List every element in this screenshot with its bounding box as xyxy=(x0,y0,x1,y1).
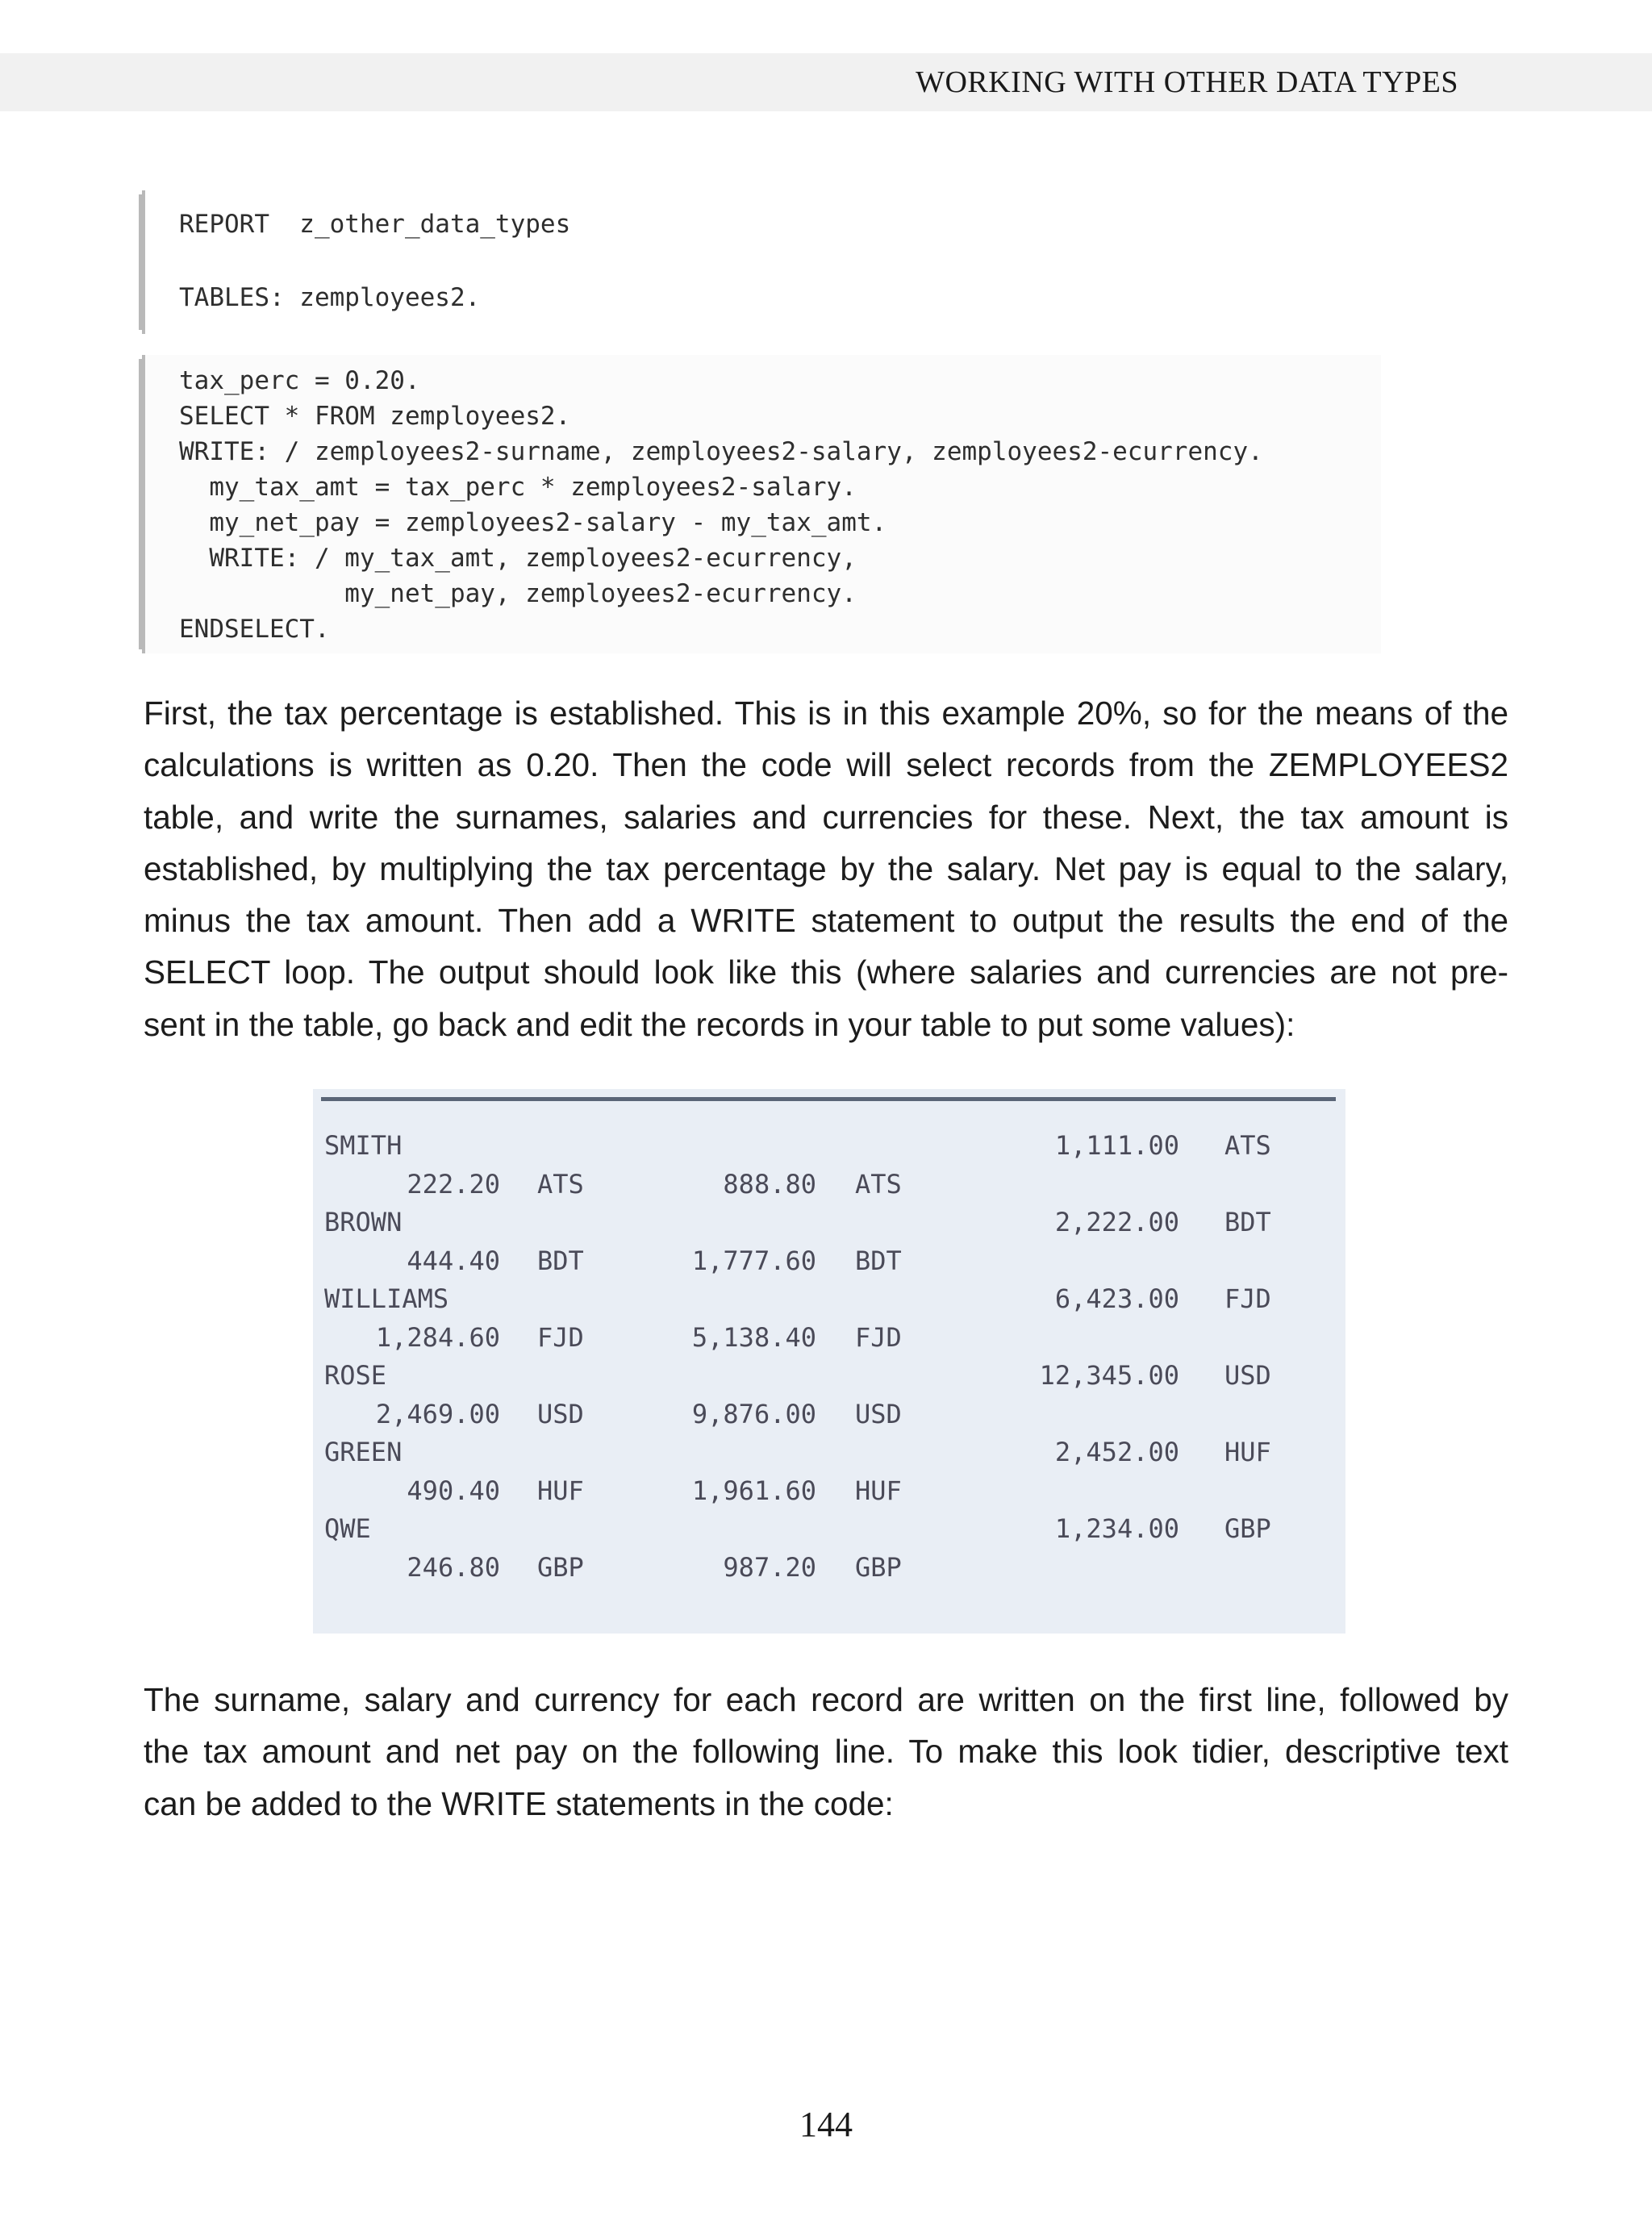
output-surname: WILLIAMS xyxy=(324,1283,449,1314)
output-currency: FJD xyxy=(537,1321,584,1353)
output-currency: HUF xyxy=(855,1475,902,1506)
output-record-line xyxy=(324,1129,1333,1162)
output-currency: BDT xyxy=(537,1245,584,1276)
code-line: SELECT * FROM zemployees2. xyxy=(179,402,571,431)
output-tax-amount: 490.40 xyxy=(407,1475,500,1506)
body-paragraph-summary xyxy=(144,1674,1508,1830)
output-surname: SMITH xyxy=(324,1130,403,1161)
paragraph-line: calculations is written as 0.20. Then the code will select records from the ZEMPLOYEES2 xyxy=(144,746,1508,784)
output-net-pay: 9,876.00 xyxy=(691,1398,816,1429)
output-currency: BDT xyxy=(1224,1207,1271,1237)
output-record-line xyxy=(324,1206,1333,1238)
output-top-rule xyxy=(321,1097,1336,1101)
output-currency: GBP xyxy=(1224,1513,1271,1544)
output-tax-amount: 246.80 xyxy=(407,1551,500,1583)
output-calc-line xyxy=(324,1168,1333,1200)
output-calc-line xyxy=(324,1321,1333,1354)
output-net-pay: 888.80 xyxy=(723,1168,816,1200)
output-currency: GBP xyxy=(537,1551,584,1583)
output-salary: 6,423.00 xyxy=(1054,1283,1179,1314)
output-tax-amount: 222.20 xyxy=(407,1168,500,1200)
code-line: tax_perc = 0.20. xyxy=(179,366,420,395)
output-tax-amount: 2,469.00 xyxy=(375,1398,500,1429)
code-block-select xyxy=(142,355,1381,653)
output-currency: ATS xyxy=(855,1168,902,1200)
output-salary: 12,345.00 xyxy=(1039,1360,1179,1391)
output-currency: USD xyxy=(855,1398,902,1429)
output-currency: FJD xyxy=(855,1321,902,1353)
output-tax-amount: 1,284.60 xyxy=(375,1321,500,1353)
output-net-pay: 987.20 xyxy=(723,1551,816,1583)
output-surname: ROSE xyxy=(324,1360,387,1391)
output-salary: 2,222.00 xyxy=(1054,1207,1179,1237)
code-line: TABLES: zemployees2. xyxy=(179,283,481,312)
code-line: my_net_pay = zemployees2-salary - my_tax_amt. xyxy=(179,508,887,537)
output-record-line xyxy=(324,1513,1333,1545)
output-currency: ATS xyxy=(1224,1130,1271,1161)
output-salary: 1,111.00 xyxy=(1054,1130,1179,1161)
paragraph-line: the tax amount and net pay on the following line. To make this look tidier, descriptive text xyxy=(144,1733,1508,1771)
output-calc-line xyxy=(324,1475,1333,1507)
paragraph-line: The surname, salary and currency for each record are written on the first line, followed by xyxy=(144,1681,1508,1718)
output-surname: QWE xyxy=(324,1513,371,1544)
output-salary: 2,452.00 xyxy=(1054,1437,1179,1467)
page-number: 144 xyxy=(799,2105,853,2144)
code-line: ENDSELECT. xyxy=(179,615,330,644)
paragraph-line: First, the tax percentage is established. This is in this example 20%, so for the means of the xyxy=(144,695,1508,732)
output-net-pay: 1,777.60 xyxy=(691,1245,816,1276)
output-record-line xyxy=(324,1436,1333,1468)
output-currency: USD xyxy=(1224,1360,1271,1391)
code-line: REPORT z_other_data_types xyxy=(179,210,571,239)
output-currency: HUF xyxy=(537,1475,584,1506)
output-net-pay: 5,138.40 xyxy=(691,1321,816,1353)
running-head: WORKING WITH OTHER DATA TYPES xyxy=(916,65,1458,99)
output-salary: 1,234.00 xyxy=(1054,1513,1179,1544)
output-calc-line xyxy=(324,1398,1333,1430)
code-line: WRITE: / zemployees2-surname, zemployees2-salary, zemployees2-ecurrency. xyxy=(179,437,1263,466)
paragraph-line: can be added to the WRITE statements in the code: xyxy=(144,1784,894,1822)
paragraph-line: SELECT loop. The output should look like this (where salaries and currencies are not pre- xyxy=(144,953,1508,991)
paragraph-line: table, and write the surnames, salaries and currencies for these. Next, the tax amount is xyxy=(144,798,1508,836)
body-paragraph-explanation xyxy=(144,687,1508,1050)
output-currency: ATS xyxy=(537,1168,584,1200)
output-calc-line xyxy=(324,1245,1333,1277)
paragraph-line: sent in the table, go back and edit the records in your table to put some values): xyxy=(144,1005,1295,1043)
program-output-screenshot xyxy=(313,1089,1345,1634)
paragraph-line: minus the tax amount. Then add a WRITE statement to output the results the end of the xyxy=(144,902,1508,940)
output-currency: FJD xyxy=(1224,1283,1271,1314)
output-currency: BDT xyxy=(855,1245,902,1276)
output-surname: GREEN xyxy=(324,1437,403,1467)
code-line: my_tax_amt = tax_perc * zemployees2-salary. xyxy=(179,473,857,502)
output-tax-amount: 444.40 xyxy=(407,1245,500,1276)
output-currency: USD xyxy=(537,1398,584,1429)
output-calc-line xyxy=(324,1551,1333,1584)
code-block-report xyxy=(142,190,647,334)
output-currency: HUF xyxy=(1224,1437,1271,1467)
code-line: WRITE: / my_tax_amt, zemployees2-ecurrency, xyxy=(179,544,857,573)
output-record-line xyxy=(324,1283,1333,1315)
code-line: my_net_pay, zemployees2-ecurrency. xyxy=(179,579,857,608)
output-net-pay: 1,961.60 xyxy=(691,1475,816,1506)
output-record-line xyxy=(324,1359,1333,1392)
output-currency: GBP xyxy=(855,1551,902,1583)
output-surname: BROWN xyxy=(324,1207,403,1237)
paragraph-line: established, by multiplying the tax percentage by the salary. Net pay is equal to the salary, xyxy=(144,849,1508,887)
